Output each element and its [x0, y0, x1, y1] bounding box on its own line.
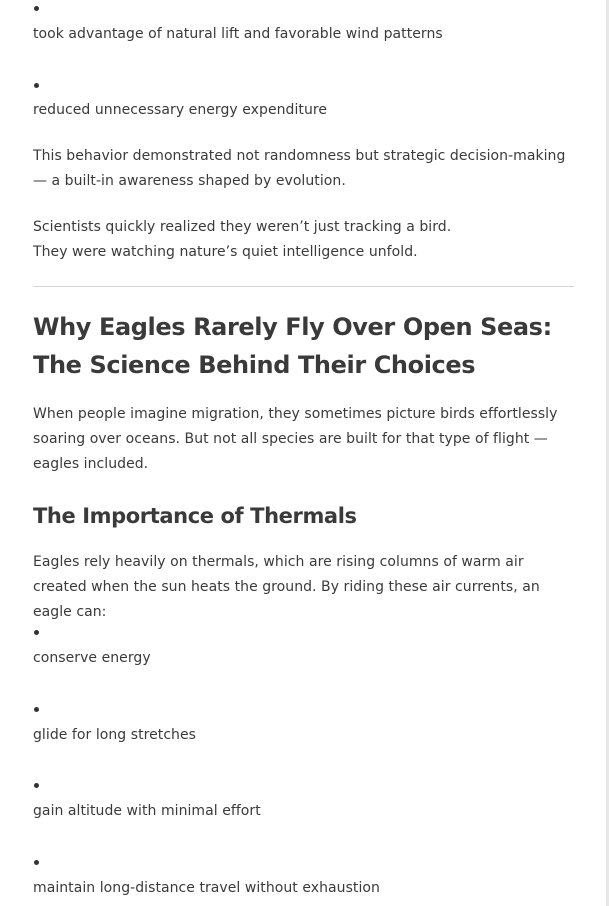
bullet-icon	[34, 83, 39, 88]
list-item-text: took advantage of natural lift and favorable wind patterns	[33, 26, 443, 42]
section-divider	[33, 286, 574, 287]
paragraph: When people imagine migration, they sometimes picture birds effortlessly soaring over oceans. But not all species are built for that type of flight — eagles included.	[33, 406, 558, 472]
paragraph-line: Scientists quickly realized they weren’t just tracking a bird.	[33, 219, 452, 235]
list-item-text: maintain long-distance travel without exhaustion	[33, 880, 380, 896]
list-item	[33, 83, 39, 88]
bullet-icon	[34, 707, 39, 712]
paragraph: This behavior demonstrated not randomness but strategic decision-making — a built-in awareness shaped by evolution.	[33, 148, 566, 189]
list-item	[33, 707, 39, 712]
list-item-text: reduced unnecessary energy expenditure	[33, 102, 328, 118]
list-item-text: conserve energy	[33, 650, 151, 666]
list-item	[33, 860, 39, 865]
bullet-icon	[34, 6, 39, 11]
section-heading: Why Eagles Rarely Fly Over Open Seas: The Science Behind Their Choices	[33, 313, 552, 379]
list-item	[33, 6, 39, 11]
bullet-icon	[34, 860, 39, 865]
list-item	[33, 630, 39, 635]
list-item-text: gain altitude with minimal effort	[33, 803, 261, 819]
paragraph: Eagles rely heavily on thermals, which are rising columns of warm air created when the sun heats the ground. By riding these air currents, an eagle can:	[33, 554, 540, 620]
list-item-text: glide for long stretches	[33, 727, 196, 743]
bullet-icon	[34, 630, 39, 635]
list-item	[33, 783, 39, 788]
paragraph-line: They were watching nature’s quiet intelligence unfold.	[33, 244, 418, 260]
subheading: The Importance of Thermals	[33, 504, 357, 528]
bullet-icon	[34, 783, 39, 788]
